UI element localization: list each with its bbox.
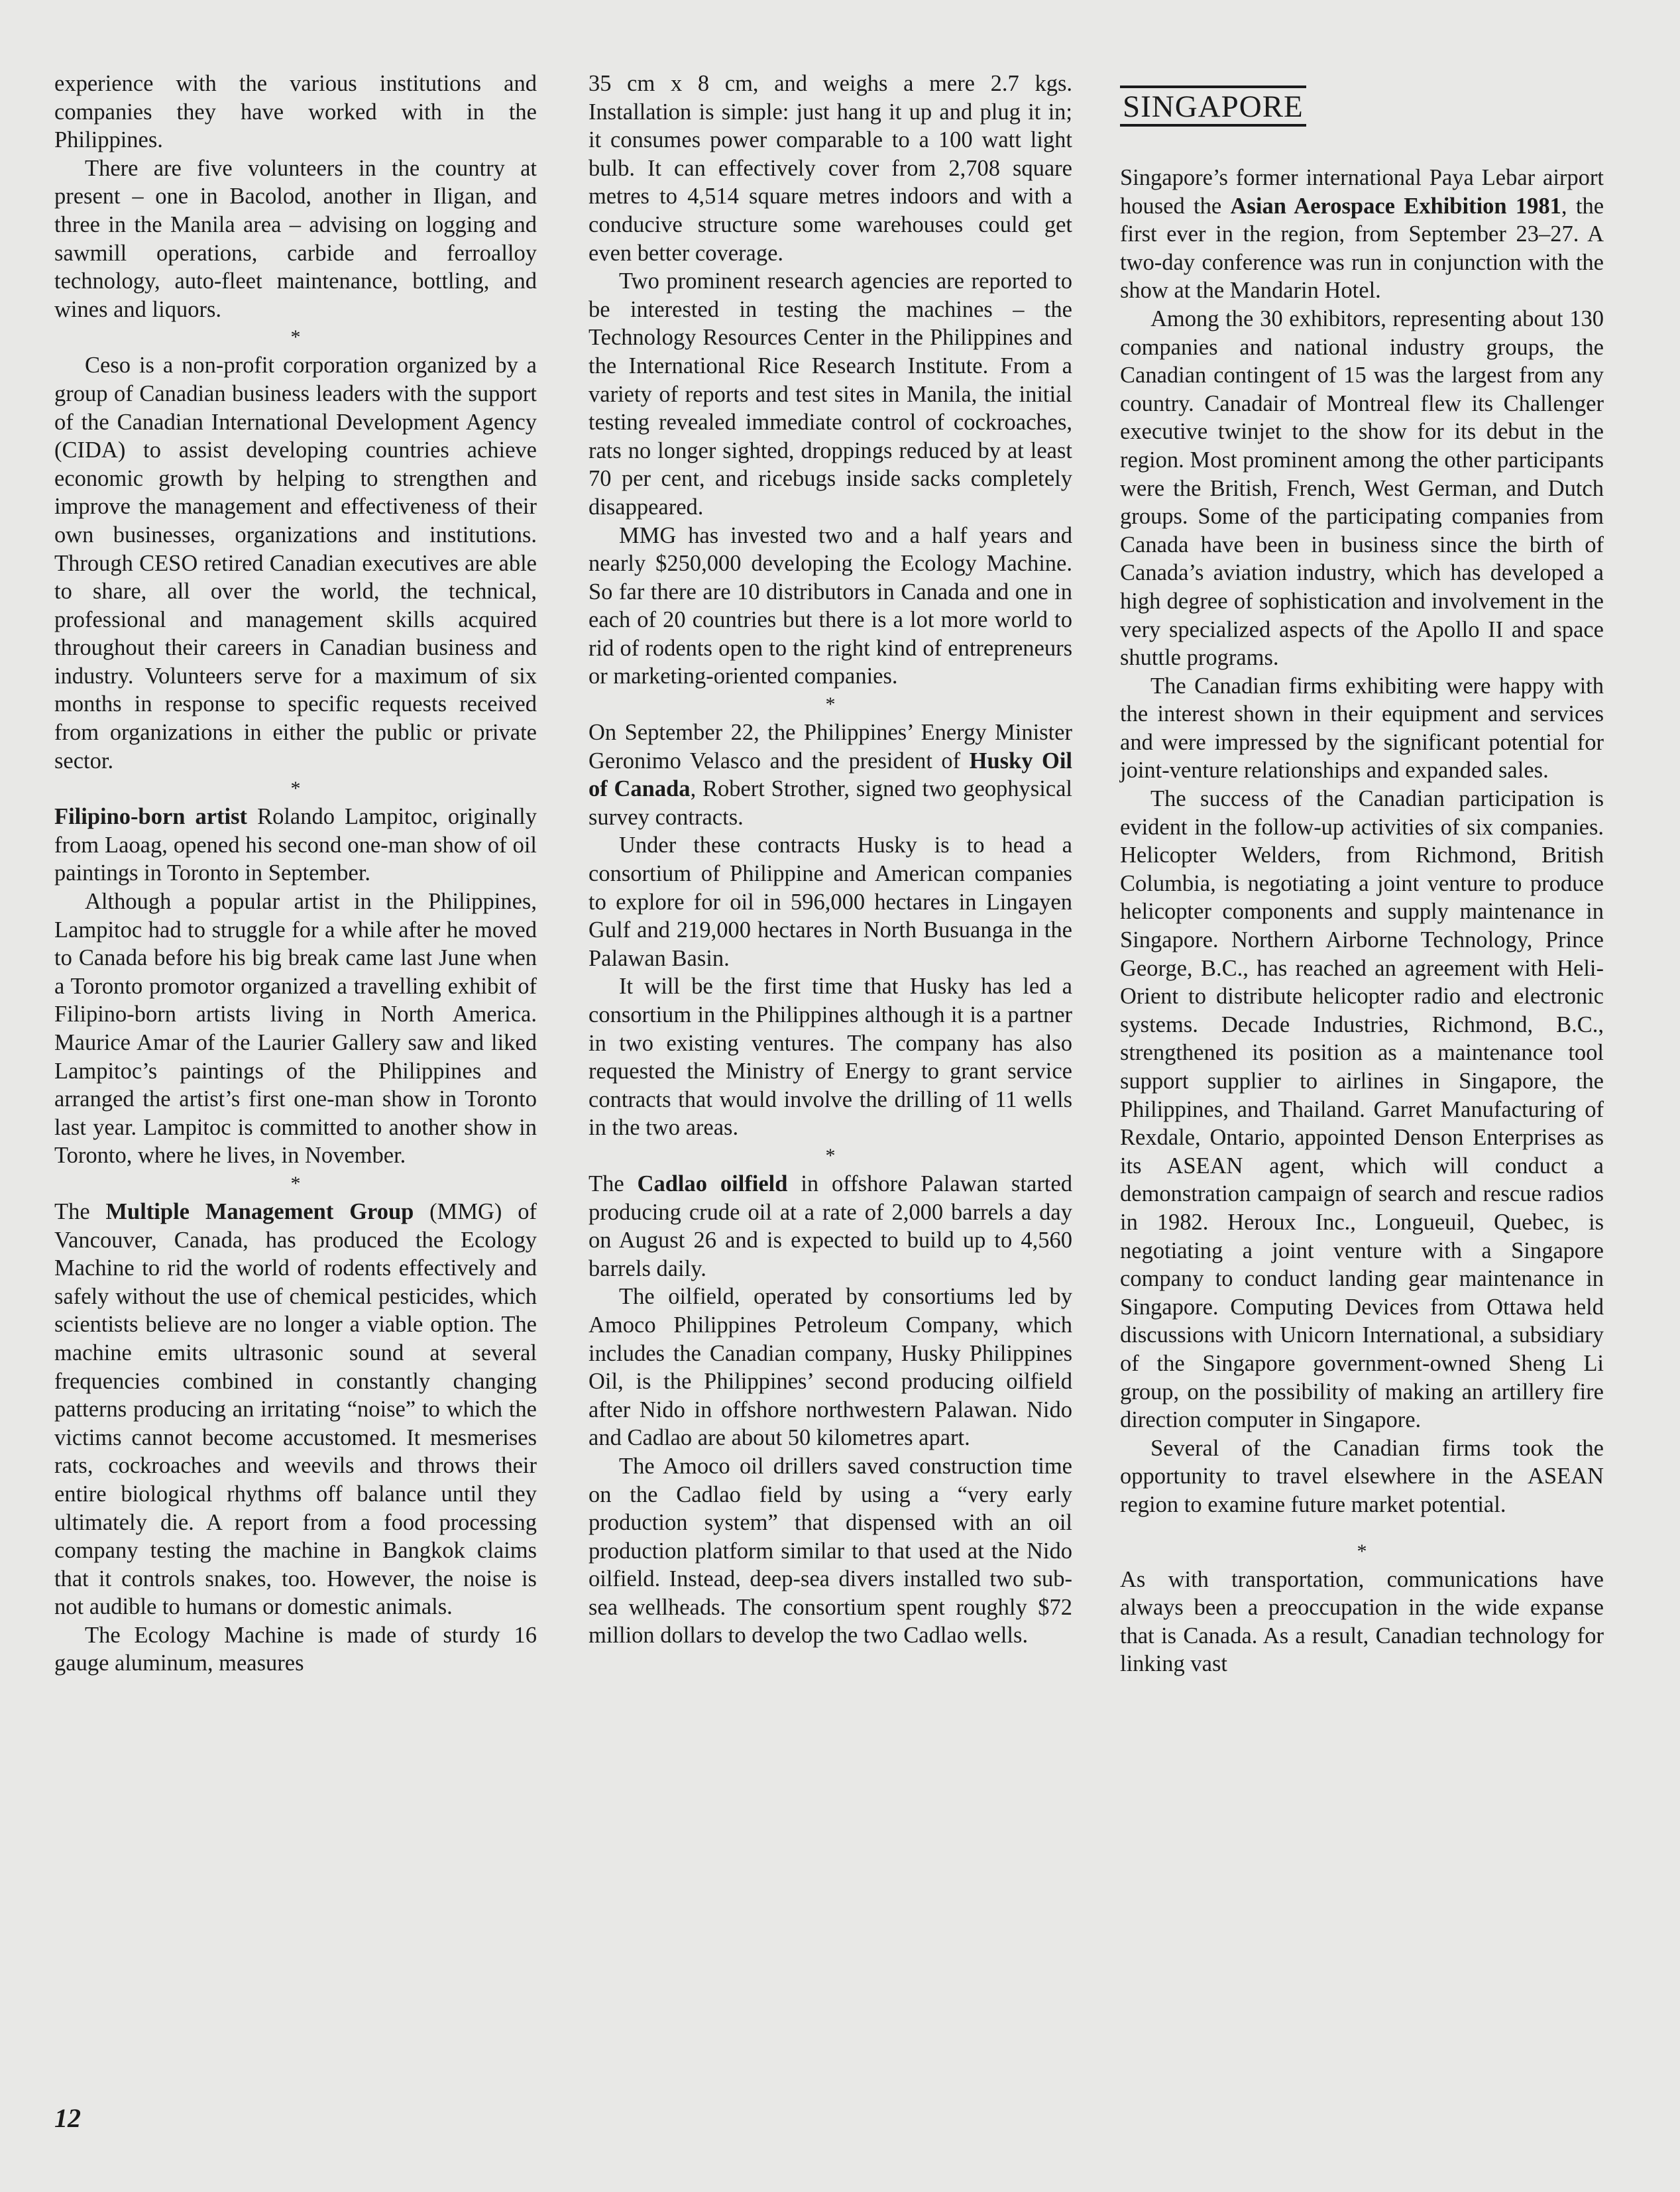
paragraph: [54, 1198, 537, 1621]
paragraph: The Amoco oil drillers saved construction time on the Cadlao field by using a “very early production system” that dispensed with an oil production platform similar to that used at the Nido oilfield. Instead, deep-sea divers installed two sub-sea wellheads. The consortium spent roughly $72 million dollars to develop the two Cadlao wells.: [588, 1453, 1072, 1648]
paragraph: As with transportation, communications have always been a preoccupation in the wide expanse that is Canada. As a result, Canadian technology for linking vast: [1120, 1566, 1604, 1677]
column-1: [54, 70, 537, 1678]
bold-lead: Husky Oil of Canada: [588, 748, 1072, 802]
paragraph: Among the 30 exhibitors, representing about 130 companies and national industry groups, the Canadian contingent of 15 was the largest from any country. Canadair of Montreal flew its Challenger executive twinjet to the show for its debut in the region. Most prominent among the other participants were the British, French, West German, and Dutch groups. Some of the participating companies from Canada have been in business since the birth of Canada’s aviation industry, which has developed a high degree of sophistication and involvement in the very specialized aspects of the Apollo II and space shuttle programs.: [1120, 306, 1604, 671]
section-heading: SINGAPORE: [1120, 86, 1306, 127]
paragraph: The Ecology Machine is made of sturdy 16 gauge aluminum, measures: [54, 1622, 537, 1676]
section-separator: *: [290, 326, 301, 349]
paragraph: [588, 719, 1072, 831]
section-separator: *: [825, 1144, 836, 1167]
paragraph: Two prominent research agencies are reported to be interested in testing the machines – the Technology Resources Center in the Philippines and the International Rice Research Institute. From a variety of reports and test sites in Manila, the initial testing revealed immediate control of cockroaches, rats no longer sighted, droppings reduced by at least 70 per cent, and ricebugs inside sacks completely disappeared.: [588, 268, 1072, 520]
paragraph: [54, 803, 537, 888]
paragraph: [1120, 164, 1604, 305]
paragraph-text: in offshore Palawan started producing crude oil at a rate of 2,000 barrels a day on August 26 and is expected to build up to 4,560 barrels daily.: [588, 1171, 1072, 1281]
page-number: 12: [54, 2103, 81, 2133]
bold-lead: Asian Aerospace Exhibition 1981: [1230, 193, 1561, 219]
paragraph: It will be the first time that Husky has led a consortium in the Philippines although it is a partner in two existing ventures. The company has also requested the Ministry of Energy to grant service contracts that would involve the drilling of 11 wells in the two areas.: [588, 974, 1072, 1141]
paragraph-text: (MMG) of Vancouver, Canada, has produced the Ecology Machine to rid the world of rodents effectively and safely without the use of chemical pesticides, which scientists believe are no longer a viable option. The machine emits ultrasonic sound at several frequencies combined in constantly changing patterns producing an irritating “noise” to which the victims cannot become accustomed. It mesmerises rats, cockroaches and weevils and throws their entire biological rhythms off balance until they ultimately die. A report from a food processing company testing the machine in Bangkok claims that it controls snakes, too. However, the noise is not audible to humans or domestic animals.: [54, 1198, 537, 1620]
paragraph-text: Singapore’s former international Paya Lebar airport housed the: [1120, 165, 1604, 219]
paragraph: There are five volunteers in the country at present – one in Bacolod, another in Iligan, and three in the Manila area – advising on logging and sawmill operations, carbide and ferroalloy technology, auto-fleet maintenance, bottling, and wines and liquors.: [54, 155, 537, 322]
section-separator: *: [290, 1172, 301, 1194]
paragraph-text: The: [54, 1198, 106, 1224]
paragraph-text: , the first ever in the region, from September 23–27. A two-day conference was run in conjunction with the show at the Mandarin Hotel.: [1120, 193, 1604, 304]
paragraph-text: The: [588, 1171, 638, 1196]
paragraph: The oilfield, operated by consortiums led by Amoco Philippines Petroleum Company, which includes the Canadian company, Husky Philippines Oil, is the Philippines’ second producing oilfield after Nido in offshore northwestern Palawan. Nido and Cadlao are about 50 kilometres apart.: [588, 1284, 1072, 1451]
paragraph: Although a popular artist in the Philippines, Lampitoc had to struggle for a while after he moved to Canada before his big break came last June when a Toronto promotor organized a travelling exhibit of Filipino-born artists living in North America. Maurice Amar of the Laurier Gallery saw and liked Lampitoc’s paintings of the Philippines and arranged the artist’s first one-man show in Toronto last year. Lampitoc is committed to another show in Toronto, where he lives, in November.: [54, 889, 537, 1169]
column-2: [588, 70, 1072, 1650]
paragraph: MMG has invested two and a half years and nearly $250,000 developing the Ecology Machine. So far there are 10 distributors in Canada and one in each of 20 countries but there is a lot more world to rid of rodents open to the right kind of entrepreneurs or marketing-oriented companies.: [588, 522, 1072, 689]
paragraph-text: On September 22, the Philippines’ Energy Minister Geronimo Velasco and the president of: [588, 720, 1072, 774]
paragraph: The success of the Canadian participation is evident in the follow-up activities of six companies. Helicopter Welders, from Richmond, British Columbia, is negotiating a joint venture to produce helicopter components and supply maintenance in Singapore. Northern Airborne Technology, Prince George, B.C., has reached an agreement with Heli-Orient to distribute helicopter radio and electronic systems. Decade Industries, Richmond, B.C., strengthened its position as a maintenance tool support supplier to airlines in Singapore, the Philippines, and Thailand. Garret Manufacturing of Rexdale, Ontario, appointed Denson Enterprises as its ASEAN agent, which will conduct a demonstration campaign of search and rescue radios in 1982. Heroux Inc., Longueuil, Quebec, is negotiating a joint venture with a Singapore company to conduct landing gear maintenance in Singapore. Computing Devices from Ottawa held discussions with Unicorn International, a subsidiary of the Singapore government-owned Sheng Li group, on the possibility of making an artillery fire direction computer in Singapore.: [1120, 786, 1604, 1433]
paragraph: Under these contracts Husky is to head a consortium of Philippine and American companies to explore for oil in 596,000 hectares in Lingayen Gulf and 219,000 hectares in North Busuanga in the Palawan Basin.: [588, 833, 1072, 971]
section-heading-wrap: [1120, 86, 1604, 127]
paragraph: 35 cm x 8 cm, and weighs a mere 2.7 kgs. Installation is simple: just hang it up and plug it in; it consumes power comparable to a 100 watt light bulb. It can effectively cover from 2,708 square metres to 4,514 square metres indoors and with a conducive structure some warehouses could get even better coverage.: [588, 71, 1072, 266]
section-separator: *: [825, 693, 836, 716]
bold-lead: Filipino-born artist: [54, 804, 248, 830]
paragraph: Ceso is a non-profit corporation organized by a group of Canadian business leaders with the support of the Canadian International Development Agency (CIDA) to assist developing countries achieve economic growth by helping to strengthen and improve the management and effectiveness of their own businesses, organizations and institutions. Through CESO retired Canadian executives are able to share, all over the world, the technical, professional and management skills acquired throughout their careers in Canadian business and industry. Volunteers serve for a maximum of six months in response to specific requests received from organizations in either the public or private sector.: [54, 353, 537, 774]
paragraph: [588, 1170, 1072, 1283]
bold-lead: Multiple Management Group: [105, 1198, 414, 1224]
section-separator: *: [1357, 1540, 1367, 1562]
paragraph: experience with the various institutions and companies they have worked with in the Philippines.: [54, 71, 537, 153]
paragraph-text: , Robert Strother, signed two geophysical survey contracts.: [588, 776, 1072, 830]
column-3: [1120, 70, 1604, 1678]
paragraph: Several of the Canadian firms took the opportunity to travel elsewhere in the ASEAN region to examine future market potential.: [1120, 1435, 1604, 1517]
paragraph: The Canadian firms exhibiting were happy with the interest shown in their equipment and services and were impressed by the significant potential for joint-venture relationships and expanded sales.: [1120, 673, 1604, 783]
bold-lead: Cadlao oilfield: [637, 1171, 788, 1196]
section-separator: *: [290, 778, 301, 800]
paragraph-text: Rolando Lampitoc, originally from Laoag, opened his second one-man show of oil paintings in Toronto in September.: [54, 804, 537, 886]
